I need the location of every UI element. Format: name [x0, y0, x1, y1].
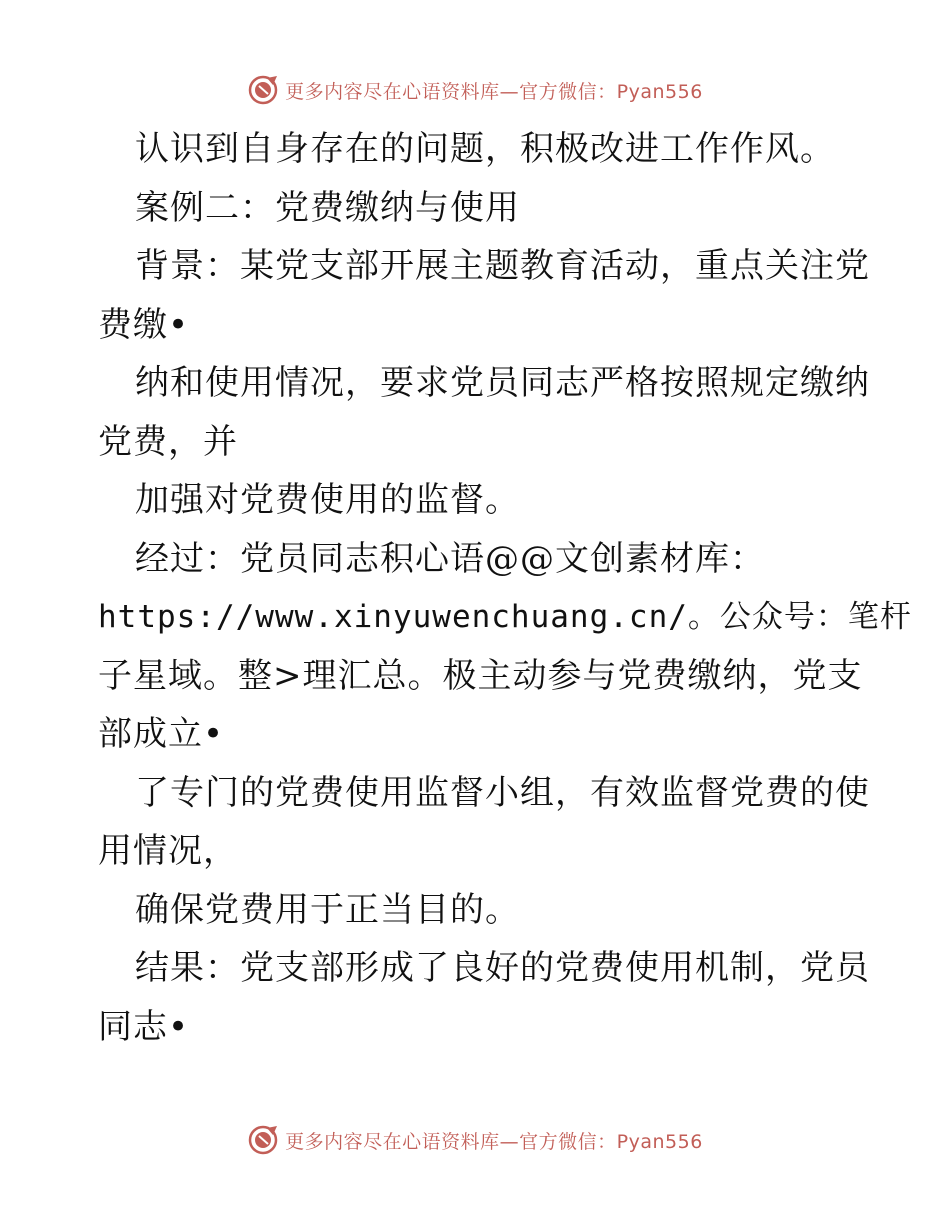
paragraph-line: 确保党费用于正当目的。: [135, 889, 520, 930]
paragraph-line: 背景：某党支部开展主题教育活动，重点关注党: [135, 246, 870, 286]
paragraph-line: 了专门的党费使用监督小组，有效监督党费的使: [135, 772, 870, 813]
document-body: [98, 120, 912, 1056]
pen-logo-icon: [247, 74, 279, 106]
header-watermark-banner: [0, 70, 950, 110]
paragraph-line: 认识到自身存在的问题，积极改进工作作风。: [135, 129, 835, 169]
paragraph-line: 经过：党员同志积心语@@文创素材库：: [135, 538, 765, 579]
section-heading: 案例二：党费缴纳与使用: [135, 187, 520, 228]
paragraph-line: 部成立•: [98, 714, 225, 754]
pen-logo-icon: [247, 1124, 279, 1156]
paragraph-line-url: https://www.xinyuwenchuang.cn/。公众号：笔杆: [98, 599, 912, 635]
paragraph-line: 党费，并: [98, 421, 238, 462]
paragraph-line: 结果：党支部形成了良好的党费使用机制，党员: [135, 948, 870, 988]
watermark-text: 更多内容尽在心语资料库—官方微信：Pyan556: [285, 1130, 703, 1153]
watermark-text: 更多内容尽在心语资料库—官方微信：Pyan556: [285, 80, 703, 103]
paragraph-line: 用情况，: [98, 831, 238, 871]
footer-watermark-banner: [0, 1120, 950, 1160]
paragraph-line: 费缴•: [98, 304, 190, 345]
paragraph-line: 纳和使用情况，要求党员同志严格按照规定缴纳: [135, 363, 870, 403]
paragraph-line: 加强对党费使用的监督。: [135, 480, 520, 520]
paragraph-line: 子星域。整>理汇总。极主动参与党费缴纳，党支: [98, 655, 863, 696]
paragraph-line: 同志•: [98, 1006, 190, 1047]
